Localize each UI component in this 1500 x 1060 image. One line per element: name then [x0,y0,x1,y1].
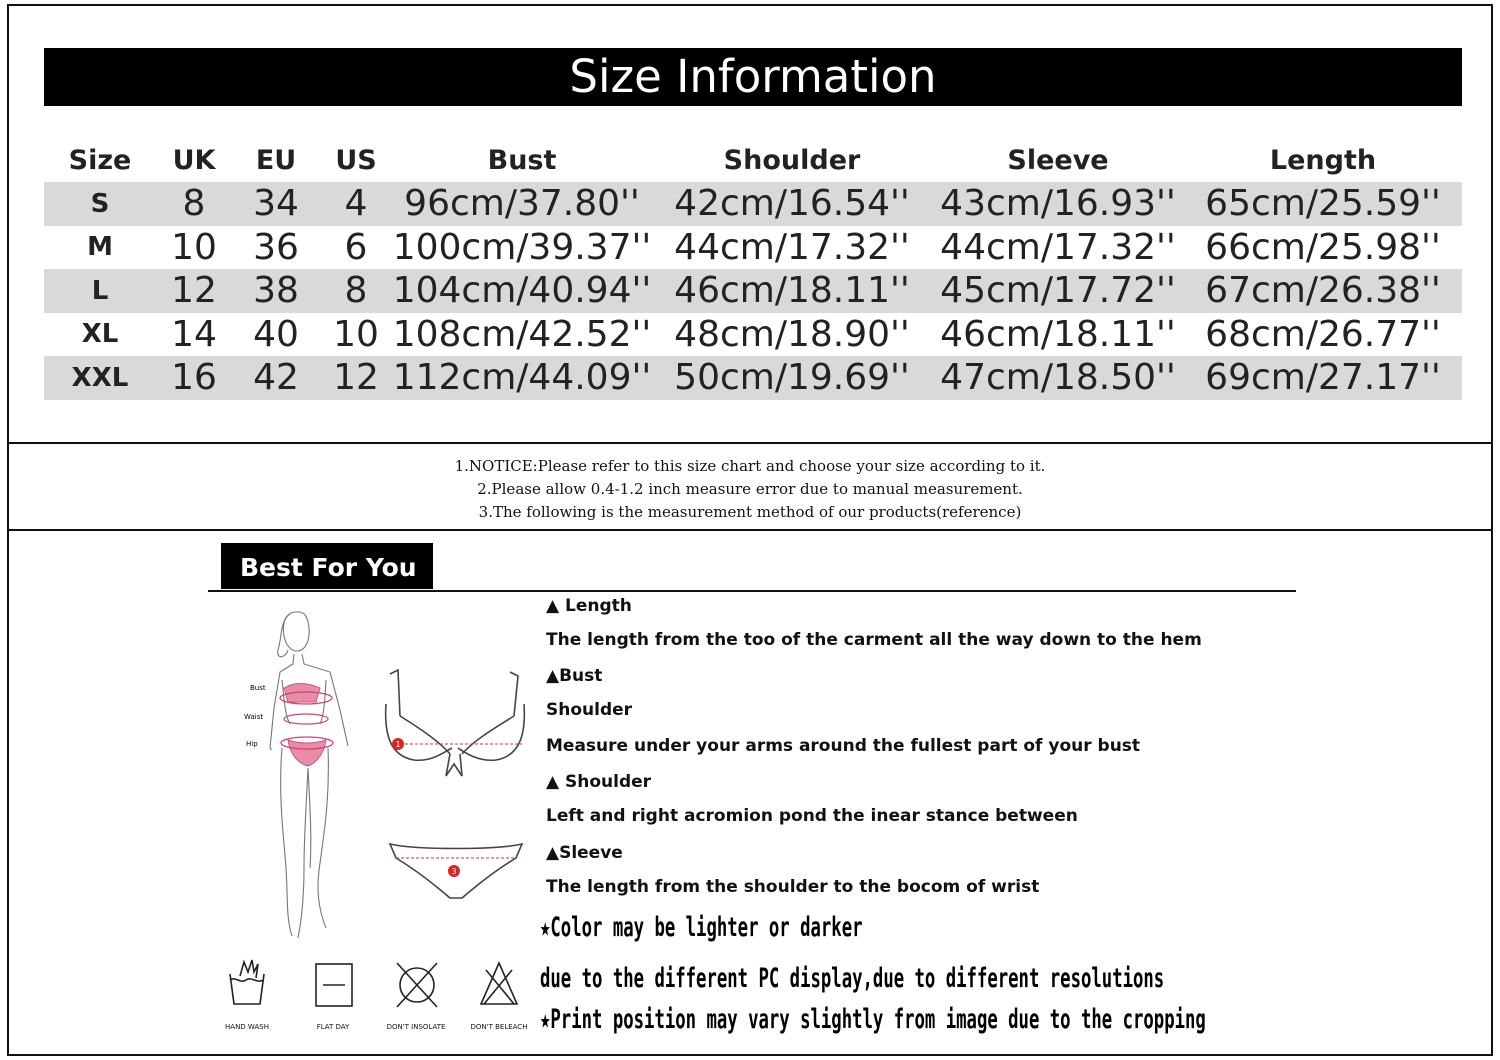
table-row [44,182,1462,226]
cell-length: 65cm/25.59'' [1184,182,1462,226]
figure-label-waist: Waist [244,713,264,721]
cell-shoulder: 50cm/19.69'' [652,356,932,400]
cell-length: 66cm/25.98'' [1205,226,1441,268]
cell-us: 6 [344,226,368,268]
cell-eu: 34 [232,182,320,226]
cell-sleeve: 44cm/17.32'' [940,226,1176,268]
hand-wash-icon [226,958,268,1008]
table-row [44,356,1462,400]
bra-illustration [376,664,534,794]
cell-us: 12 [320,356,392,400]
table-header-row [44,138,1462,182]
header-uk: UK [172,144,216,176]
best-for-you-rule [208,590,1296,592]
cell-uk: 16 [156,356,232,400]
note-print-position: ★Print position may vary slightly from image due to the cropping [540,1004,1206,1035]
cell-us: 8 [320,269,392,313]
cell-uk: 12 [156,269,232,313]
cell-sleeve: 45cm/17.72'' [932,269,1184,313]
cell-size: S [44,182,156,226]
cell-us: 4 [320,182,392,226]
cell-uk: 8 [156,182,232,226]
cell-bust: 96cm/37.80'' [392,182,652,226]
notice-line-2: 2.Please allow 0.4-1.2 inch measure error due to manual measurement. [477,480,1023,498]
cell-sleeve: 47cm/18.50'' [932,356,1184,400]
cell-eu: 42 [232,356,320,400]
cell-eu: 36 [253,226,299,268]
header-sleeve: Sleeve [1007,144,1109,176]
note-color-variance: ★Color may be lighter or darker [540,912,863,943]
do-not-bleach-icon [478,960,520,1008]
cell-uk: 10 [171,226,217,268]
cell-length: 69cm/27.17'' [1184,356,1462,400]
notice-line-1: 1.NOTICE:Please refer to this size chart and choose your size according to it. [454,457,1046,475]
desc-length-text: The length from the too of the carment all the way down to the hem [546,630,1202,650]
desc-length-heading: ▲ Length [546,596,632,616]
cell-sleeve: 43cm/16.93'' [932,182,1184,226]
cell-bust: 100cm/39.37'' [392,226,652,268]
cell-size: XXL [44,356,156,400]
figure-label-hip: Hip [246,740,258,748]
header-bust: Bust [487,144,557,176]
cell-us: 10 [333,313,379,355]
cell-length: 67cm/26.38'' [1184,269,1462,313]
cell-bust: 108cm/42.52'' [392,313,652,355]
cell-size: L [44,269,156,313]
cell-bust: 112cm/44.09'' [392,357,652,399]
care-label-dont-bleach: DON'T BELEACH [470,1023,528,1031]
model-figure-illustration [230,598,350,943]
cell-eu: 38 [232,269,320,313]
best-for-you-tab: Best For You [221,543,433,589]
header-shoulder: Shoulder [723,144,861,176]
size-table [44,138,1462,400]
cell-size: XL [81,319,119,350]
table-row [44,226,1462,270]
desc-bust-shoulder: Shoulder [546,700,633,720]
care-label-hand-wash: HAND WASH [225,1023,269,1031]
table-row [44,269,1462,313]
notice-line-3: 3.The following is the measurement method of our products(reference) [478,503,1022,521]
note-display-difference: due to the different PC display,due to different resolutions [540,963,1165,994]
desc-shoulder-text: Left and right acromion pond the inear stance between [546,806,1078,826]
bra-marker-1: 1 [395,740,401,749]
cell-length: 68cm/26.77'' [1205,313,1441,355]
figure-label-bust: Bust [250,684,266,692]
cell-shoulder: 46cm/18.11'' [652,269,932,313]
cell-size: M [87,232,113,263]
cell-shoulder: 44cm/17.32'' [674,226,910,268]
desc-bust-text: Measure under your arms around the fullest part of your bust [546,736,1141,756]
care-label-dont-insolate: DON'T INSOLATE [386,1023,446,1031]
cell-shoulder: 42cm/16.54'' [652,182,932,226]
header-eu: EU [255,144,297,176]
header-length: Length [1269,144,1377,176]
desc-sleeve-heading: ▲Sleeve [546,843,623,863]
desc-bust-heading: ▲Bust [546,666,603,686]
care-label-flat-dry: FLAT DAY [316,1023,350,1031]
bottom-marker-3: 3 [451,867,457,876]
section-divider-top [7,442,1493,444]
cell-sleeve: 46cm/18.11'' [940,313,1176,355]
do-not-insolate-icon [394,960,440,1010]
page-title: Size Information [44,48,1462,106]
header-us: US [335,144,377,176]
bottom-illustration [386,836,526,902]
cell-uk: 14 [171,313,217,355]
cell-shoulder: 48cm/18.90'' [674,313,910,355]
desc-shoulder-heading: ▲ Shoulder [546,772,652,792]
flat-dry-icon [314,962,354,1008]
desc-sleeve-text: The length from the shoulder to the bocom of wrist [546,877,1040,897]
cell-eu: 40 [253,313,299,355]
header-size: Size [68,144,132,176]
section-divider-bottom [7,529,1493,531]
cell-bust: 104cm/40.94'' [392,270,652,312]
table-row [44,313,1462,357]
